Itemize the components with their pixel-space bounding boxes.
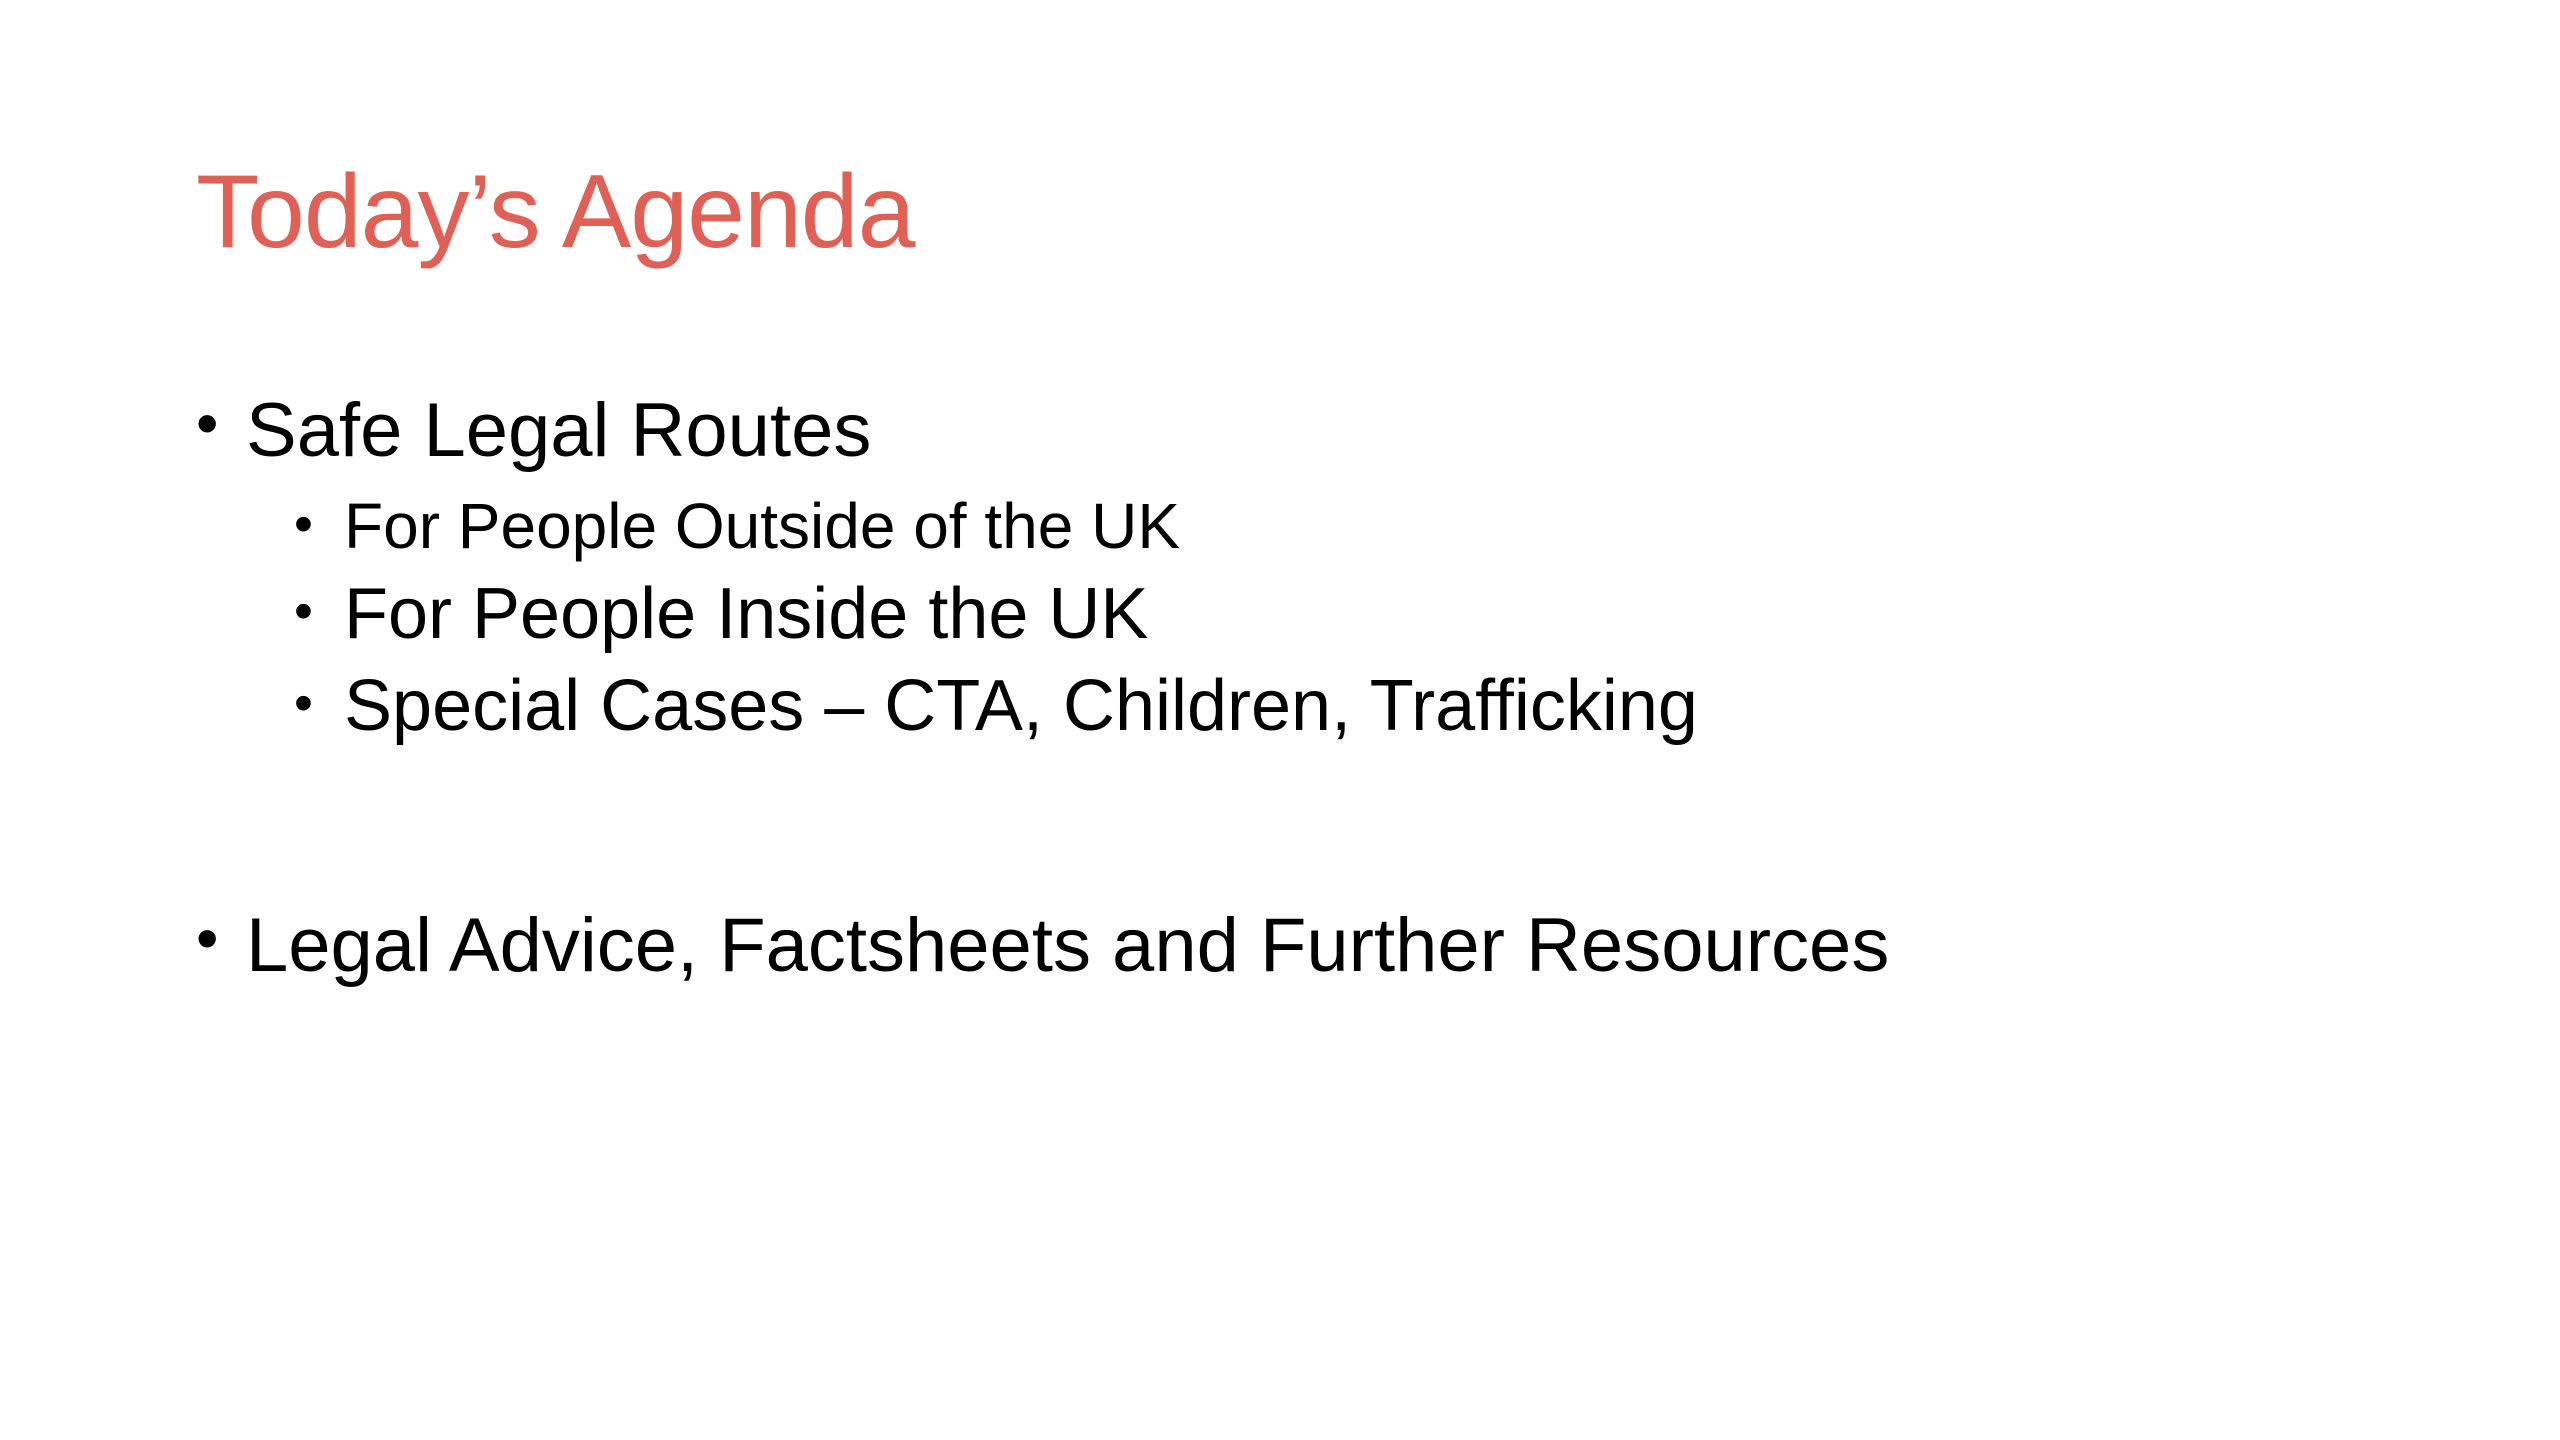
- list-item: [196, 385, 1889, 476]
- list-subitem: [196, 571, 1889, 657]
- bullet-icon: •: [294, 580, 313, 641]
- list-subitem-label: For People Outside of the UK: [344, 490, 1180, 563]
- list-item: [196, 900, 1889, 991]
- agenda-list: [196, 385, 1889, 991]
- list-subitem-label: Special Cases – CTA, Children, Trafficking: [344, 666, 1698, 747]
- bullet-icon: •: [196, 901, 219, 974]
- spacer: [196, 750, 1889, 900]
- list-subitem: [196, 488, 1889, 565]
- list-subitem-label: For People Inside the UK: [344, 573, 1149, 654]
- list-item-label: Safe Legal Routes: [246, 388, 872, 473]
- list-subitem: [196, 663, 1889, 749]
- slide-title: Today’s Agenda: [196, 154, 915, 270]
- bullet-icon: •: [196, 387, 219, 459]
- bullet-icon: •: [294, 494, 313, 555]
- bullet-icon: •: [294, 673, 313, 734]
- list-item-label: Legal Advice, Factsheets and Further Resources: [246, 902, 1890, 988]
